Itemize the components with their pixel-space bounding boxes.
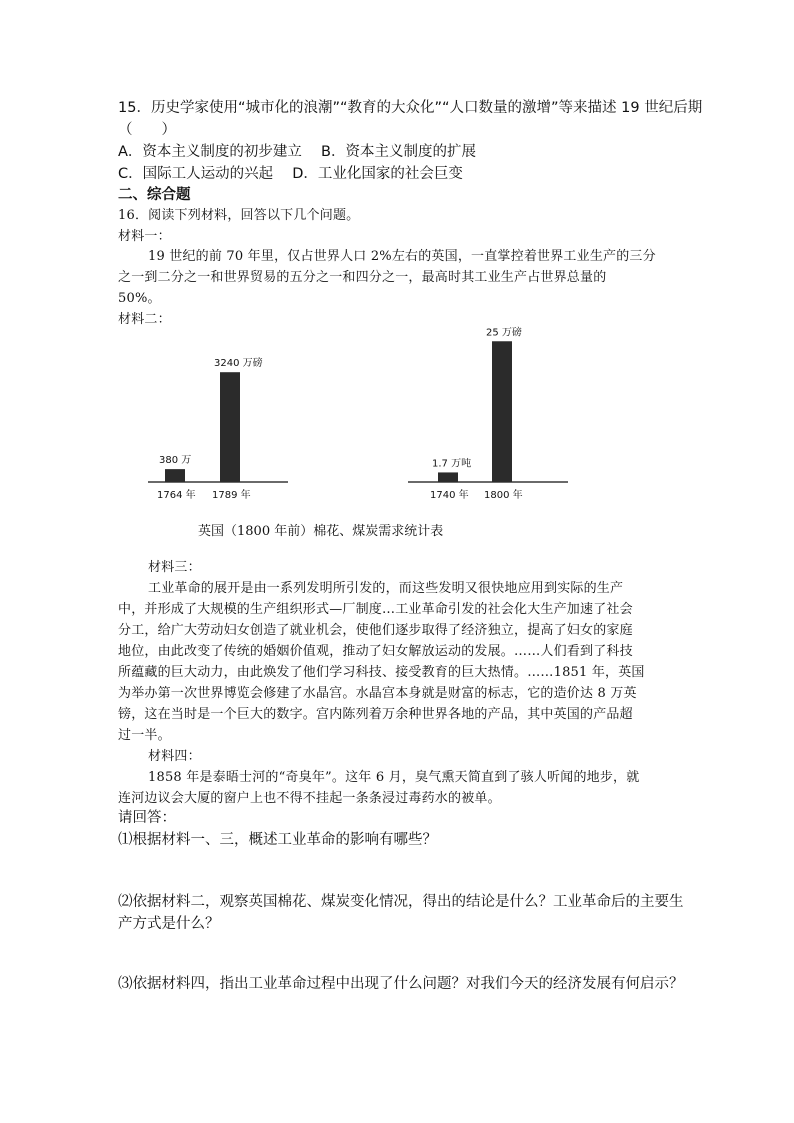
material-3-line-1: 工业革命的展开是由一系列发明所引发的，而这些发明又很快地应用到实际的生产 [148,581,624,596]
material-3-line-7: 镑，这在当时是一个巨大的数字。宫内陈列着万余种世界各地的产品，其中英国的产品超 [118,707,633,722]
material-4-line-2: 连河边议会大厦的窗户上也不得不挂起一条条浸过毒药水的被单。 [118,791,501,806]
material-1-line-1: 19 世纪的前 70 年里，仅占世界人口 2%左右的英国，一直掌控着世界工业生产的三分 [148,249,656,264]
bar [165,469,185,482]
material-3-label: 材料三： [148,560,201,575]
material-1-label: 材料一： [118,229,171,244]
bar [492,341,512,482]
material-3-line-3: 分工，给广大劳动妇女创造了就业机会，使他们逐步取得了经济独立，提高了妇女的家庭 [118,623,633,638]
sub-question-3: ⑶依据材料四，指出工业革命过程中出现了什么问题？对我们今天的经济发展有何启示？ [118,976,684,992]
sub-question-2-line-1: ⑵依据材料二，观察英国棉花、煤炭变化情况，得出的结论是什么？工业革命后的主要生 [118,894,684,910]
material-3-line-6: 为举办第一次世界博览会修建了水晶宫。水晶宫本身就是财富的标志，它的造价达 8 万英 [118,686,637,701]
q15-options-cd: C．国际工人运动的兴起 D．工业化国家的社会巨变 [118,166,463,182]
chart-caption: 英国（1800 年前）棉花、煤炭需求统计表 [198,524,444,539]
material-1-line-2: 之一到二分之一和世界贸易的五分之一和四分之一，最高时其工业生产占世界总量的 [118,270,607,285]
q15-paren: （ ） [118,122,176,138]
material-1-line-3: 50%。 [118,291,161,306]
chart-cotton [148,340,298,516]
q16-intro: 16．阅读下列材料，回答以下几个问题。 [118,208,360,223]
material-4-line-1: 1858 年是泰晤士河的“奇臭年”。这年 6 月，臭气熏天简直到了骇人听闻的地步，就 [148,770,640,785]
data-label: 380 万 [159,455,192,467]
x-tick-label: 1740 年 [430,490,469,501]
sub-question-2-line-2: 产方式是什么？ [118,916,220,932]
data-label: 1.7 万吨 [432,458,472,470]
sub-question-1: ⑴根据材料一、三，概述工业革命的影响有哪些？ [118,832,437,848]
material-2-label: 材料二： [118,312,171,327]
bar [220,372,240,482]
q15-options-ab: A．资本主义制度的初步建立 B．资本主义制度的扩展 [118,144,476,160]
x-tick-label: 1800 年 [484,490,523,501]
bar [438,472,458,482]
material-4-label: 材料四： [148,749,201,764]
material-3-line-8: 过一半。 [118,728,171,743]
q15-stem: 15．历史学家使用“城市化的浪潮”“教育的大众化”“人口数量的激增”等来描述 19 世纪后期 [118,100,703,116]
answer-prompt: 请回答： [118,810,176,826]
data-label: 25 万磅 [486,327,522,339]
data-label: 3240 万磅 [214,358,263,370]
x-tick-label: 1789 年 [212,490,251,501]
x-tick-label: 1764 年 [157,490,196,501]
material-3-line-5: 所蕴藏的巨大动力，由此焕发了他们学习科技、接受教育的巨大热情。……1851 年，英国 [118,665,645,680]
section-heading: 二、综合题 [118,187,191,203]
chart-coal [408,325,578,516]
material-3-line-4: 地位，由此改变了传统的婚姻价值观，推动了妇女解放运动的发展。……人们看到了科技 [118,644,633,659]
material-3-line-2: 中，并形成了大规模的生产组织形式—厂制度…工业革命引发的社会化大生产加速了社会 [118,602,633,617]
